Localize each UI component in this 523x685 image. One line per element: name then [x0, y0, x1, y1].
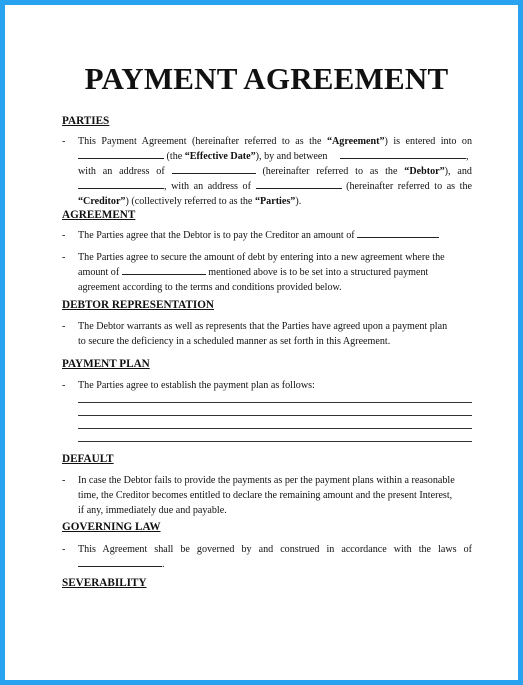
bullet: -: [62, 252, 66, 263]
debtor-name-blank[interactable]: [340, 149, 466, 159]
heading-payment-plan: PAYMENT PLAN: [62, 358, 150, 370]
document-title: PAYMENT AGREEMENT: [84, 61, 449, 96]
heading-debtor-representation: DEBTOR REPRESENTATION: [62, 299, 214, 311]
parties-line-4: , with an address of (hereinafter referred to as the: [78, 179, 472, 194]
creditor-address-blank[interactable]: [256, 179, 342, 189]
heading-severability: SEVERABILITY: [62, 577, 147, 589]
heading-parties: PARTIES: [62, 115, 110, 127]
plan-line[interactable]: [78, 428, 472, 429]
heading-default: DEFAULT: [62, 453, 114, 465]
law-clause: - This Agreement shall be governed by and construed in accordance with the laws of .: [62, 544, 472, 570]
jurisdiction-blank[interactable]: [78, 557, 162, 567]
bullet: -: [62, 230, 66, 241]
parties-clause: [62, 134, 472, 209]
bullet: -: [62, 475, 66, 486]
plan-clause: - The Parties agree to establish the payment plan as follows:: [62, 380, 315, 391]
parties-line-1: This Payment Agreement (hereinafter referred to as the “Agreement”) is entered into on: [78, 136, 472, 147]
heading-governing-law: GOVERNING LAW: [62, 521, 161, 533]
agreement-clause-2-line-2: amount of mentioned above is to be set into a structured payment: [78, 267, 429, 278]
agreement-clause-2: - The Parties agree to secure the amount of debt by entering into a new agreement where the amount of mentioned above is to be set into a structured payment agreement according to the terms and conditions provided below.: [62, 250, 472, 295]
parties-line-3: with an address of (hereinafter referred to as the “Debtor”), and: [78, 166, 472, 177]
bullet: -: [62, 321, 66, 332]
creditor-name-blank[interactable]: [78, 179, 164, 189]
agreement-clause-1: - The Parties agree that the Debtor is to pay the Creditor an amount of: [62, 228, 472, 243]
debt-amount-blank[interactable]: [122, 265, 206, 275]
law-line-2: .: [78, 557, 472, 572]
bullet: -: [62, 544, 66, 555]
bullet: -: [62, 136, 66, 147]
default-clause: - In case the Debtor fails to provide the payments as per the payment plans within a reasonable time, the Creditor becomes entitled to declare the remaining amount and the present Interest, if any, immediately due and payable.: [62, 475, 455, 516]
plan-line[interactable]: [78, 415, 472, 416]
bullet: -: [62, 380, 66, 391]
parties-line-2: (the “Effective Date”), by and between ,: [78, 149, 472, 164]
parties-line-5: “Creditor”) (collectively referred to as the “Parties”).: [78, 196, 302, 207]
debtor-clause: - The Debtor warrants as well as represents that the Parties have agreed upon a payment plan to secure the deficiency in a scheduled manner as set forth in this Agreement.: [62, 321, 448, 347]
effective-date-blank[interactable]: [78, 149, 164, 159]
plan-line[interactable]: [78, 402, 472, 403]
amount-blank[interactable]: [357, 228, 439, 238]
heading-agreement: AGREEMENT: [62, 209, 136, 221]
debtor-address-blank[interactable]: [172, 164, 256, 174]
plan-line[interactable]: [78, 441, 472, 442]
